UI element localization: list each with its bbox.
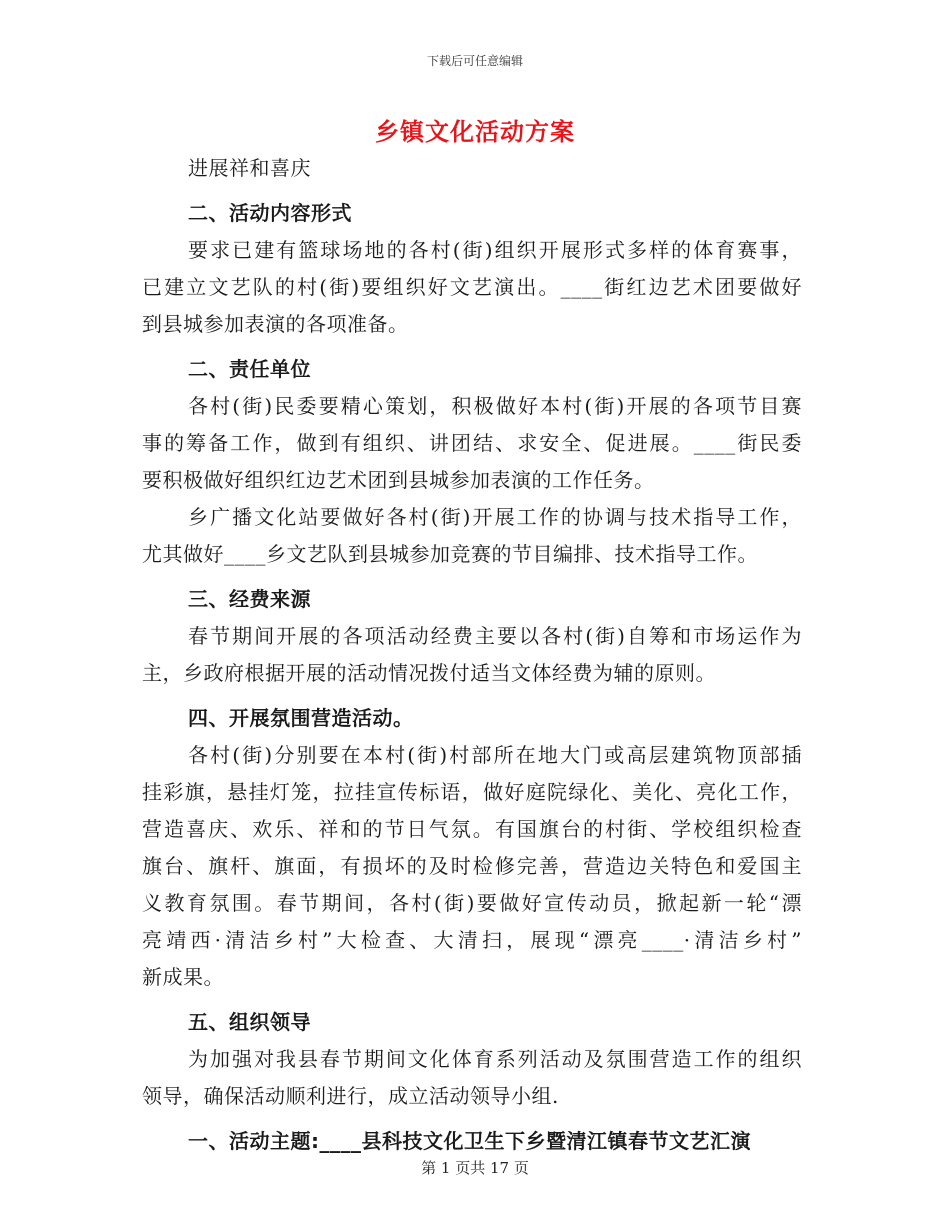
- section-heading: 三、经费来源: [188, 587, 311, 611]
- paragraph-line: 旗台、旗杆、旗面，有损坏的及时检修完善，营造边关特色和爱国主: [142, 854, 802, 878]
- paragraph-line: 春节期间开展的各项活动经费主要以各村(街)自筹和市场运作为: [188, 624, 802, 648]
- paragraph-line: 事的筹备工作，做到有组织、讲团结、求安全、促进展。____街民委: [142, 431, 802, 455]
- paragraph-line: 挂彩旗，悬挂灯笼，拉挂宣传标语，做好庭院绿化、美化、亮化工作，: [142, 780, 802, 804]
- paragraph-line: 营造喜庆、欢乐、祥和的节日气氛。有国旗台的村街、学校组织检查: [142, 817, 802, 841]
- paragraph-line: 领导，确保活动顺利进行，成立活动领导小组.: [142, 1084, 559, 1108]
- section-heading: 五、组织领导: [188, 1010, 311, 1034]
- paragraph-line: 已建立文艺队的村(街)要组织好文艺演出。____街红边艺术团要做好: [142, 275, 802, 299]
- paragraph-line: 进展祥和喜庆: [188, 156, 311, 180]
- paragraph-line: 乡广播文化站要做好各村(街)开展工作的协调与技术指导工作，: [188, 505, 802, 529]
- page-header-note: 下载后可任意编辑: [426, 54, 523, 68]
- paragraph-line: 要求已建有篮球场地的各村(街)组织开展形式多样的体育赛事，: [188, 238, 802, 262]
- paragraph-line: 要积极做好组织红边艺术团到县城参加表演的工作任务。: [142, 468, 655, 492]
- paragraph-line: 各村(街)民委要精心策划，积极做好本村(街)开展的各项节目赛: [188, 394, 802, 418]
- section-heading: 二、活动内容形式: [188, 201, 352, 225]
- document-title: 乡镇文化活动方案: [375, 117, 575, 146]
- section-heading: 一、活动主题:____县科技文化卫生下乡暨清江镇春节文艺汇演: [188, 1129, 751, 1153]
- paragraph-line: 主，乡政府根据开展的活动情况拨付适当文体经费为辅的原则。: [142, 661, 716, 685]
- section-heading: 四、开展氛围营造活动。: [188, 706, 414, 730]
- paragraph-line: 各村(街)分别要在本村(街)村部所在地大门或高层建筑物顶部插: [188, 743, 802, 767]
- page-footer: 第 1 页共 17 页: [421, 1159, 529, 1177]
- paragraph-line: 到县城参加表演的各项准备。: [142, 312, 409, 336]
- paragraph-line: 为加强对我县春节期间文化体育系列活动及氛围营造工作的组织: [188, 1047, 802, 1071]
- paragraph-line: 尤其做好____乡文艺队到县城参加竞赛的节目编排、技术指导工作。: [142, 542, 758, 566]
- paragraph-line: 新成果。: [142, 965, 224, 989]
- paragraph-line: 义教育氛围。春节期间，各村(街)要做好宣传动员，掀起新一轮“漂: [142, 891, 802, 915]
- paragraph-line: 亮靖西·清洁乡村”大检查、大清扫，展现“漂亮____·清洁乡村”: [142, 928, 802, 952]
- document-body: [142, 150, 802, 1160]
- section-heading: 二、责任单位: [188, 357, 311, 381]
